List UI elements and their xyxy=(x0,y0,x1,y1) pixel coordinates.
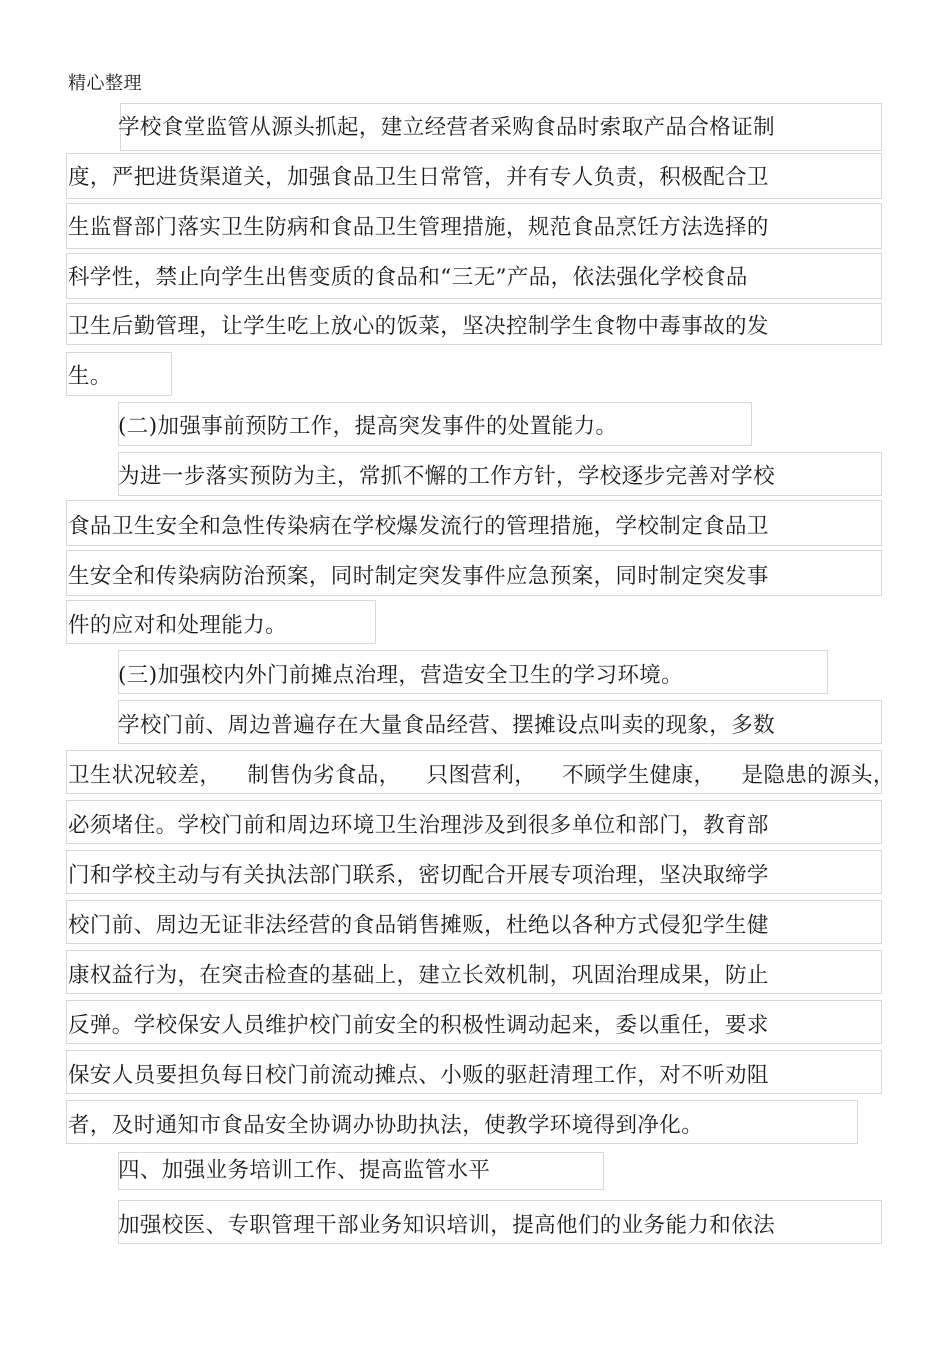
paragraph-line: 卫生后勤管理，让学生吃上放心的饭菜，坚决控制学生食物中毒事故的发 xyxy=(68,314,769,339)
page-header: 精心整理 xyxy=(68,73,142,94)
paragraph-line: 门和学校主动与有关执法部门联系，密切配合开展专项治理，坚决取缔学 xyxy=(68,863,769,888)
paragraph-line: 生。 xyxy=(68,364,112,389)
paragraph-line: 校门前、周边无证非法经营的食品销售摊贩，杜绝以各种方式侵犯学生健 xyxy=(68,913,769,938)
phrase: 制售伪劣食品， xyxy=(247,763,401,788)
paragraph-line: 学校门前、周边普遍存在大量食品经营、摆摊设点叫卖的现象，多数 xyxy=(118,713,776,738)
paragraph-line: 必须堵住。学校门前和周边环境卫生治理涉及到很多单位和部门，教育部 xyxy=(68,813,769,838)
paragraph-line: 生安全和传染病防治预案，同时制定突发事件应急预案，同时制定突发事 xyxy=(68,564,769,589)
paragraph-line: 反弹。学校保安人员维护校门前安全的积极性调动起来，委以重任，要求 xyxy=(68,1013,769,1038)
phrase: 是隐患的源头， xyxy=(741,763,895,788)
paragraph-line-spaced xyxy=(68,762,895,790)
paragraph-line: 康权益行为，在突击检查的基础上，建立长效机制，巩固治理成果，防止 xyxy=(68,963,769,988)
paragraph-line: 生监督部门落实卫生防病和食品卫生管理措施，规范食品烹饪方法选择的 xyxy=(68,215,769,240)
paragraph-line: 食品卫生安全和急性传染病在学校爆发流行的管理措施，学校制定食品卫 xyxy=(68,514,769,539)
paragraph-line: 为进一步落实预防为主，常抓不懈的工作方针，学校逐步完善对学校 xyxy=(118,464,776,489)
paragraph-line: 者，及时通知市食品安全协调办协助执法，使教学环境得到净化。 xyxy=(68,1113,704,1138)
paragraph-line: 加强校医、专职管理干部业务知识培训，提高他们的业务能力和依法 xyxy=(118,1213,776,1238)
section-heading: (二)加强事前预防工作，提高突发事件的处置能力。 xyxy=(118,414,618,439)
phrase: 只图营利， xyxy=(426,763,537,788)
paragraph-line: 科学性，禁止向学生出售变质的食品和“三无”产品，依法强化学校食品 xyxy=(68,265,748,290)
phrase: 卫生状况较差， xyxy=(68,763,222,788)
phrase: 不顾学生健康， xyxy=(562,763,716,788)
paragraph-line: 度，严把进货渠道关，加强食品卫生日常管，并有专人负责，积极配合卫 xyxy=(68,165,769,190)
section-heading: (三)加强校内外门前摊点治理，营造安全卫生的学习环境。 xyxy=(118,663,684,688)
paragraph-line: 学校食堂监管从源头抓起，建立经营者采购食品时索取产品合格证制 xyxy=(118,115,776,140)
section-heading: 四、加强业务培训工作、提高监管水平 xyxy=(118,1158,491,1183)
paragraph-line: 件的应对和处理能力。 xyxy=(68,613,288,638)
paragraph-line: 保安人员要担负每日校门前流动摊点、小贩的驱赶清理工作，对不听劝阻 xyxy=(68,1063,769,1088)
